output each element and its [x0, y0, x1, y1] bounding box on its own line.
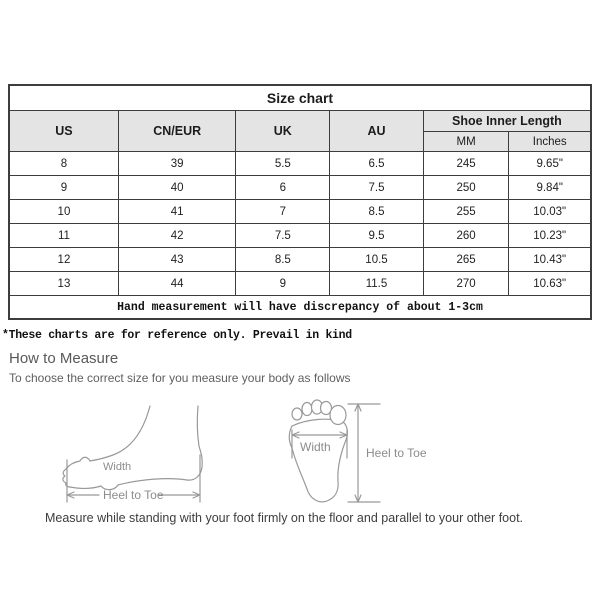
- column-header-inches: Inches: [509, 132, 591, 152]
- cell-us: 8: [9, 152, 118, 176]
- table-row: [9, 272, 591, 296]
- cell-au: 10.5: [330, 248, 424, 272]
- foot-side-view-icon: [55, 400, 215, 508]
- cell-uk: 8.5: [236, 248, 330, 272]
- column-header-au: AU: [330, 111, 424, 152]
- column-header-cn-eur: CN/EUR: [118, 111, 236, 152]
- footprint-width-label: Width: [300, 440, 331, 454]
- footprint-diagram: [283, 396, 428, 508]
- reference-note: *These charts are for reference only. Prevail in kind: [2, 329, 352, 342]
- cell-inches: 9.65": [509, 152, 591, 176]
- cell-cn-eur: 41: [118, 200, 236, 224]
- cell-inches: 10.03": [509, 200, 591, 224]
- cell-mm: 260: [423, 224, 509, 248]
- table-row: [9, 176, 591, 200]
- side-heel-to-toe-label: Heel to Toe: [103, 488, 164, 502]
- table-row: [9, 200, 591, 224]
- cell-us: 9: [9, 176, 118, 200]
- foot-side-view-diagram: [55, 400, 215, 508]
- size-chart-title: Size chart: [9, 85, 591, 111]
- cell-mm: 250: [423, 176, 509, 200]
- cell-cn-eur: 42: [118, 224, 236, 248]
- column-header-uk: UK: [236, 111, 330, 152]
- cell-uk: 9: [236, 272, 330, 296]
- cell-mm: 255: [423, 200, 509, 224]
- cell-au: 9.5: [330, 224, 424, 248]
- cell-mm: 265: [423, 248, 509, 272]
- cell-cn-eur: 43: [118, 248, 236, 272]
- cell-cn-eur: 39: [118, 152, 236, 176]
- cell-uk: 6: [236, 176, 330, 200]
- cell-au: 8.5: [330, 200, 424, 224]
- how-to-measure-title: How to Measure: [9, 350, 119, 367]
- cell-inches: 10.43": [509, 248, 591, 272]
- table-row: [9, 224, 591, 248]
- cell-us: 13: [9, 272, 118, 296]
- size-chart-table: [8, 84, 592, 320]
- cell-uk: 5.5: [236, 152, 330, 176]
- table-row: [9, 152, 591, 176]
- cell-uk: 7: [236, 200, 330, 224]
- footprint-heel-to-toe-label: Heel to Toe: [366, 446, 427, 460]
- column-header-inner-length: Shoe Inner Length: [423, 111, 591, 132]
- cell-inches: 9.84": [509, 176, 591, 200]
- cell-au: 11.5: [330, 272, 424, 296]
- cell-us: 10: [9, 200, 118, 224]
- column-header-mm: MM: [423, 132, 509, 152]
- cell-mm: 245: [423, 152, 509, 176]
- cell-uk: 7.5: [236, 224, 330, 248]
- cell-inches: 10.23": [509, 224, 591, 248]
- cell-au: 7.5: [330, 176, 424, 200]
- measurement-discrepancy-note: Hand measurement will have discrepancy of about 1-3cm: [9, 296, 591, 320]
- measuring-instruction-note: Measure while standing with your foot firmly on the floor and parallel to your other foot.: [44, 511, 524, 525]
- cell-inches: 10.63": [509, 272, 591, 296]
- side-width-label: Width: [103, 461, 132, 473]
- cell-mm: 270: [423, 272, 509, 296]
- table-row: [9, 248, 591, 272]
- cell-cn-eur: 44: [118, 272, 236, 296]
- cell-cn-eur: 40: [118, 176, 236, 200]
- how-to-measure-subtitle: To choose the correct size for you measure your body as follows: [9, 371, 351, 385]
- cell-au: 6.5: [330, 152, 424, 176]
- cell-us: 12: [9, 248, 118, 272]
- column-header-us: US: [9, 111, 118, 152]
- cell-us: 11: [9, 224, 118, 248]
- footprint-icon: [283, 396, 428, 508]
